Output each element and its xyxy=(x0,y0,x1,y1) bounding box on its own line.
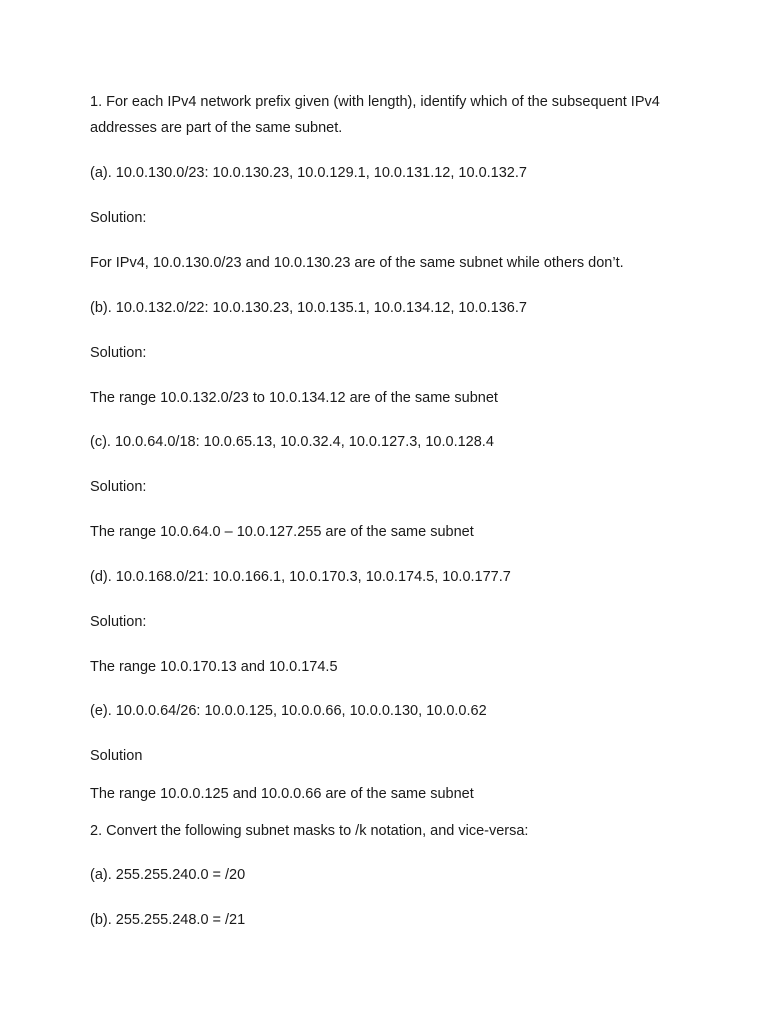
question-2-prompt: 2. Convert the following subnet masks to /k notation, and vice-versa: xyxy=(90,823,529,839)
q2b-item: (b). 255.255.248.0 = /21 xyxy=(90,912,246,928)
q1c-answer: The range 10.0.64.0 – 10.0.127.255 are of the same subnet xyxy=(90,524,474,540)
question-1-prompt: 1. For each IPv4 network prefix given (with length), identify which of the subsequent IPv4 addresses are part of the same subnet. xyxy=(90,94,660,136)
q1a-solution-label: Solution: xyxy=(90,210,147,226)
q1d-solution-label: Solution: xyxy=(90,614,147,630)
q1b-answer: The range 10.0.132.0/23 to 10.0.134.12 are of the same subnet xyxy=(90,390,498,406)
q1c-solution-label: Solution: xyxy=(90,479,147,495)
document-page xyxy=(90,0,710,1024)
q1a-question: (a). 10.0.130.0/23: 10.0.130.23, 10.0.129.1, 10.0.131.12, 10.0.132.7 xyxy=(90,165,527,181)
q1a-answer: For IPv4, 10.0.130.0/23 and 10.0.130.23 are of the same subnet while others don’t. xyxy=(90,255,624,271)
q1e-question: (e). 10.0.0.64/26: 10.0.0.125, 10.0.0.66, 10.0.0.130, 10.0.0.62 xyxy=(90,703,487,719)
q1d-answer: The range 10.0.170.13 and 10.0.174.5 xyxy=(90,659,338,675)
q1b-question: (b). 10.0.132.0/22: 10.0.130.23, 10.0.135.1, 10.0.134.12, 10.0.136.7 xyxy=(90,300,527,316)
q1b-solution-label: Solution: xyxy=(90,345,147,361)
q1e-solution-label: Solution xyxy=(90,748,143,764)
q2a-item: (a). 255.255.240.0 = /20 xyxy=(90,867,246,883)
q1e-answer: The range 10.0.0.125 and 10.0.0.66 are of the same subnet xyxy=(90,786,474,802)
q1c-question: (c). 10.0.64.0/18: 10.0.65.13, 10.0.32.4, 10.0.127.3, 10.0.128.4 xyxy=(90,434,494,450)
q1d-question: (d). 10.0.168.0/21: 10.0.166.1, 10.0.170.3, 10.0.174.5, 10.0.177.7 xyxy=(90,569,511,585)
